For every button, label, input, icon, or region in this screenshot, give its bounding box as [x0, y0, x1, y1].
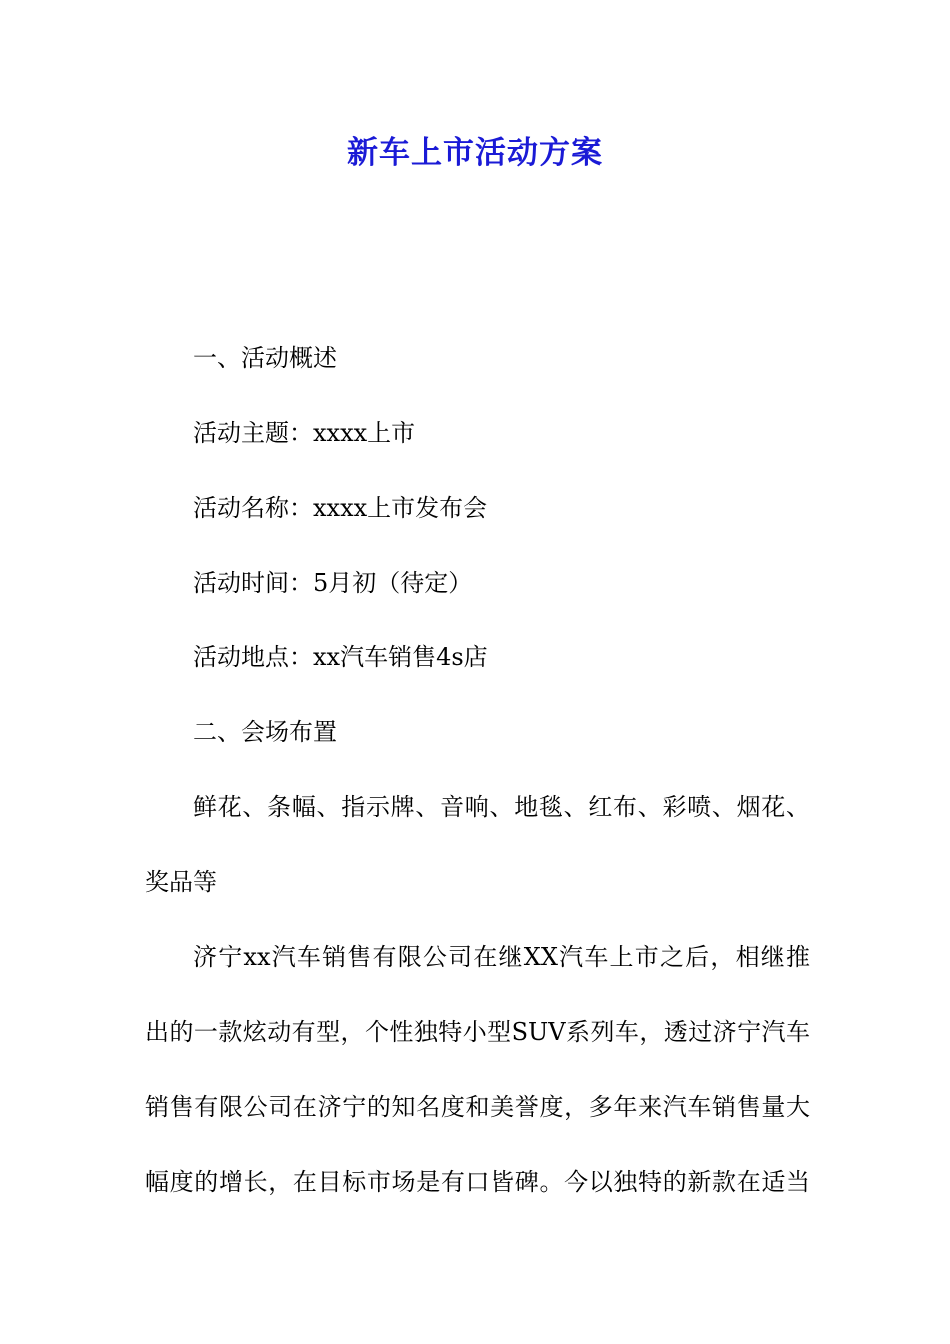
activity-theme-line: 活动主题：xxxx上市	[193, 419, 416, 447]
paragraph-line-2: 出的一款炫动有型，个性独特小型SUV系列车，透过济宁汽车	[145, 1018, 810, 1046]
paragraph-line-1: 济宁xx汽车销售有限公司在继XX汽车上市之后，相继推	[193, 943, 810, 971]
venue-items-line-2: 奖品等	[145, 868, 217, 896]
document-title: 新车上市活动方案	[347, 135, 603, 171]
section-heading-overview: 一、活动概述	[193, 344, 337, 372]
paragraph-line-4: 幅度的增长，在目标市场是有口皆碑。今以独特的新款在适当	[145, 1168, 810, 1196]
activity-location-line: 活动地点：xx汽车销售4s店	[193, 643, 488, 671]
section-heading-venue: 二、会场布置	[193, 718, 337, 746]
activity-time-line: 活动时间：5月初（待定）	[193, 569, 473, 597]
venue-items-line-1: 鲜花、条幅、指示牌、音响、地毯、红布、彩喷、烟花、	[193, 793, 810, 821]
paragraph-line-3: 销售有限公司在济宁的知名度和美誉度，多年来汽车销售量大	[145, 1093, 810, 1121]
activity-name-line: 活动名称：xxxx上市发布会	[193, 494, 488, 522]
